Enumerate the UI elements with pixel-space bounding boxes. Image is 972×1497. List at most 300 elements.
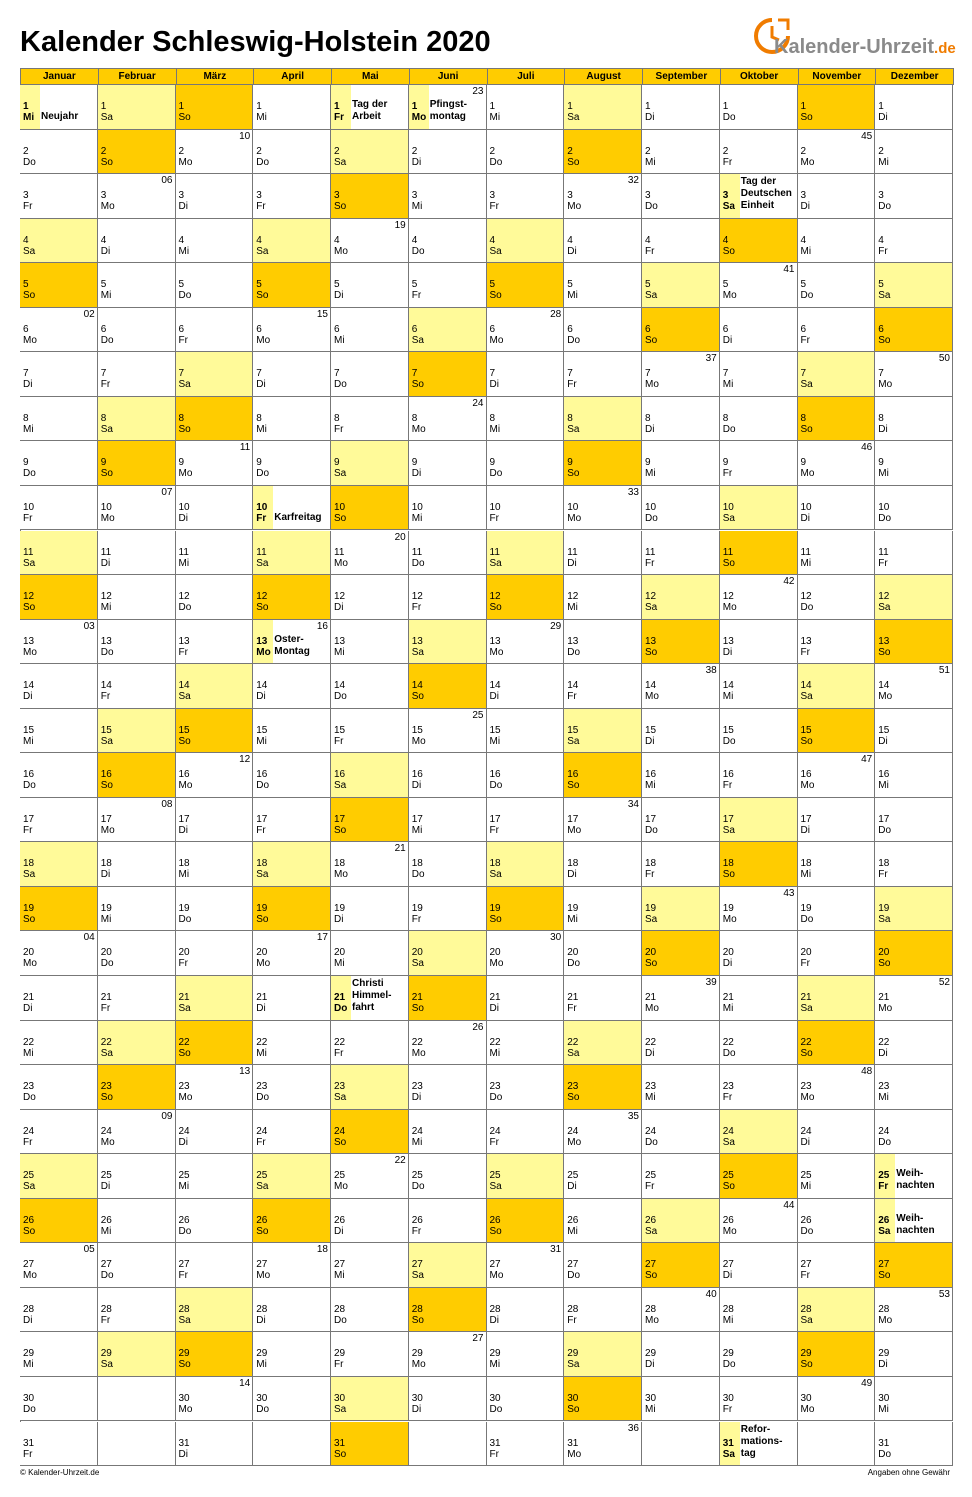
day-number: 14 bbox=[800, 680, 812, 692]
weekday-abbr: Mo bbox=[567, 1136, 582, 1148]
day-label bbox=[720, 531, 740, 575]
day-number: 29 bbox=[100, 1348, 112, 1360]
weekday-abbr: Sa bbox=[645, 913, 658, 925]
day-label bbox=[253, 85, 273, 129]
day-cell bbox=[331, 887, 409, 932]
day-note-area bbox=[740, 1332, 797, 1376]
day-number: 7 bbox=[722, 368, 729, 380]
day-note-area bbox=[118, 842, 175, 886]
day-label bbox=[487, 397, 507, 441]
day-label bbox=[176, 798, 196, 842]
day-number: 11 bbox=[100, 546, 112, 558]
day-label bbox=[720, 1377, 740, 1421]
day-cell bbox=[564, 1332, 642, 1377]
day-number: 19 bbox=[878, 902, 890, 914]
day-cell bbox=[409, 397, 487, 442]
day-cell bbox=[20, 1065, 98, 1110]
day-note-area bbox=[429, 887, 486, 931]
day-number: 19 bbox=[489, 902, 501, 914]
weekday-abbr: Mi bbox=[878, 468, 889, 480]
week-number: 24 bbox=[472, 397, 484, 409]
day-label bbox=[20, 219, 40, 263]
month-header: März bbox=[176, 68, 255, 85]
day-note-area bbox=[273, 174, 330, 218]
day-note-area bbox=[584, 664, 641, 708]
day-label bbox=[642, 1288, 662, 1332]
day-cell bbox=[176, 352, 254, 397]
day-number: 25 bbox=[334, 1170, 346, 1182]
day-number: 26 bbox=[722, 1214, 734, 1226]
day-label bbox=[20, 1154, 40, 1198]
day-label bbox=[331, 753, 351, 797]
day-label bbox=[253, 1021, 273, 1065]
weekday-abbr: Mi bbox=[23, 1047, 34, 1059]
day-number: 18 bbox=[178, 858, 190, 870]
day-number: 30 bbox=[878, 1392, 890, 1404]
day-note-area bbox=[662, 263, 719, 307]
holiday-name: Tag der Arbeit bbox=[352, 99, 388, 122]
day-note-area bbox=[273, 664, 330, 708]
day-note-area bbox=[818, 620, 875, 664]
day-label bbox=[409, 174, 429, 218]
weekday-abbr: Di bbox=[100, 869, 111, 881]
day-number: 20 bbox=[800, 947, 812, 959]
weekday-abbr: Do bbox=[23, 1092, 36, 1104]
day-cell bbox=[253, 931, 331, 976]
day-label bbox=[409, 1288, 429, 1332]
day-cell bbox=[875, 1243, 953, 1288]
weekday-abbr: Do bbox=[489, 1403, 503, 1415]
day-number: 1 bbox=[567, 101, 573, 112]
day-cell bbox=[875, 976, 953, 1021]
day-note-area bbox=[584, 842, 641, 886]
weekday-abbr: Di bbox=[489, 691, 499, 703]
weekday-abbr: Do bbox=[178, 602, 192, 614]
day-number: 13 bbox=[334, 635, 346, 647]
day-number: 4 bbox=[878, 234, 884, 246]
day-cell bbox=[487, 1288, 565, 1333]
day-number: 8 bbox=[800, 412, 807, 424]
day-cell bbox=[176, 263, 254, 308]
weekday-abbr: Do bbox=[411, 557, 425, 569]
week-number: 02 bbox=[83, 308, 95, 320]
day-cell bbox=[331, 1288, 409, 1333]
day-note-area bbox=[429, 575, 486, 619]
day-note-area bbox=[740, 1110, 797, 1154]
day-label bbox=[176, 842, 196, 886]
day-cell bbox=[720, 1243, 798, 1288]
day-number: 23 bbox=[800, 1081, 812, 1093]
day-label bbox=[875, 219, 895, 263]
month-header: Juni bbox=[409, 68, 488, 85]
day-cell bbox=[720, 1422, 798, 1467]
day-number: 17 bbox=[100, 813, 112, 825]
day-note-area bbox=[818, 219, 875, 263]
day-number: 24 bbox=[645, 1125, 657, 1137]
day-cell bbox=[564, 1422, 642, 1467]
day-number: 16 bbox=[100, 769, 112, 781]
day-number: 30 bbox=[567, 1392, 579, 1404]
day-label bbox=[176, 531, 196, 575]
weekday-abbr: Mo bbox=[645, 1003, 659, 1014]
weekday-abbr: Mi bbox=[722, 379, 734, 391]
day-label bbox=[331, 1021, 351, 1065]
day-cell bbox=[798, 1199, 876, 1244]
weekday-abbr: Mi bbox=[567, 602, 578, 614]
day-number: 1 bbox=[878, 101, 884, 112]
weekday-abbr: Sa bbox=[256, 869, 269, 881]
day-label bbox=[487, 130, 507, 174]
day-label bbox=[875, 174, 895, 218]
weekday-abbr: So bbox=[567, 780, 580, 792]
day-number: 13 bbox=[178, 635, 190, 647]
day-cell bbox=[331, 531, 409, 576]
day-label bbox=[642, 531, 662, 575]
day-cell bbox=[642, 1110, 720, 1155]
day-label bbox=[176, 709, 196, 753]
day-label bbox=[253, 1377, 273, 1421]
day-cell bbox=[20, 753, 98, 798]
day-cell bbox=[98, 976, 176, 1021]
weekday-abbr: Di bbox=[100, 557, 111, 569]
day-note-area bbox=[895, 397, 952, 441]
day-label bbox=[176, 1288, 196, 1332]
day-label bbox=[98, 976, 118, 1020]
day-number: 14 bbox=[567, 680, 579, 692]
day-number: 14 bbox=[878, 680, 890, 692]
day-number: 19 bbox=[256, 902, 268, 914]
day-number: 15 bbox=[567, 724, 579, 736]
day-cell bbox=[98, 620, 176, 665]
day-number: 6 bbox=[722, 323, 729, 335]
day-label bbox=[487, 352, 507, 396]
day-cell bbox=[798, 352, 876, 397]
day-cell bbox=[98, 397, 176, 442]
weekday-abbr: Do bbox=[567, 958, 581, 970]
day-cell bbox=[253, 397, 331, 442]
day-number: 9 bbox=[489, 457, 496, 469]
day-note-area bbox=[818, 798, 875, 842]
day-number: 11 bbox=[256, 546, 267, 558]
day-cell bbox=[798, 1377, 876, 1422]
day-number: 15 bbox=[23, 724, 35, 736]
weekday-abbr: Mo bbox=[256, 334, 271, 346]
day-label bbox=[409, 352, 429, 396]
day-cell bbox=[253, 130, 331, 175]
day-note-area bbox=[429, 308, 486, 352]
weekday-abbr: So bbox=[878, 958, 891, 970]
weekday-abbr: So bbox=[567, 468, 580, 480]
weekday-abbr: Fr bbox=[645, 1181, 655, 1193]
day-label bbox=[564, 130, 584, 174]
day-number: 21 bbox=[567, 992, 579, 1003]
weekday-abbr: Di bbox=[722, 646, 733, 658]
weekday-abbr: Mi bbox=[23, 423, 34, 435]
holiday-name: Pfingst- montag bbox=[429, 99, 467, 122]
day-note-area bbox=[40, 486, 97, 530]
day-cell bbox=[20, 441, 98, 486]
weekday-abbr: Di bbox=[722, 958, 733, 970]
day-cell bbox=[176, 308, 254, 353]
day-number: 5 bbox=[334, 279, 340, 291]
day-number: 2 bbox=[489, 145, 496, 157]
day-label bbox=[98, 1065, 118, 1109]
weekday-abbr: Do bbox=[645, 512, 658, 524]
day-number: 9 bbox=[567, 457, 573, 469]
day-note-area bbox=[895, 219, 952, 263]
weekday-abbr: Sa bbox=[489, 557, 502, 569]
day-note-area bbox=[895, 842, 952, 886]
day-number: 19 bbox=[567, 902, 579, 914]
day-label bbox=[875, 1243, 895, 1287]
day-label bbox=[798, 664, 818, 708]
day-number: 1 bbox=[178, 101, 185, 112]
day-label bbox=[253, 709, 273, 753]
day-label bbox=[720, 887, 740, 931]
day-number: 20 bbox=[722, 947, 734, 959]
day-cell bbox=[487, 1199, 565, 1244]
day-label bbox=[20, 1021, 40, 1065]
day-label bbox=[331, 976, 351, 1020]
week-number: 30 bbox=[550, 932, 562, 944]
day-cell bbox=[720, 931, 798, 976]
weekday-abbr: Mi bbox=[100, 602, 112, 614]
day-label bbox=[98, 1154, 118, 1198]
weekday-abbr: Sa bbox=[100, 735, 113, 747]
day-note-area bbox=[507, 575, 564, 619]
day-label bbox=[20, 753, 40, 797]
day-cell bbox=[564, 798, 642, 843]
weekday-abbr: Fr bbox=[256, 824, 266, 836]
weekday-abbr: Di bbox=[645, 423, 655, 435]
day-number: 17 bbox=[411, 813, 423, 825]
day-cell bbox=[720, 263, 798, 308]
weekday-abbr: Mi bbox=[489, 1047, 501, 1059]
day-cell bbox=[642, 575, 720, 620]
day-cell bbox=[331, 798, 409, 843]
day-label bbox=[253, 1065, 273, 1109]
day-number: 13 bbox=[645, 635, 657, 647]
site-logo[interactable] bbox=[752, 16, 957, 68]
day-note-area bbox=[118, 352, 175, 396]
day-cell bbox=[487, 352, 565, 397]
weekday-abbr: Do bbox=[23, 468, 36, 480]
day-note-area bbox=[351, 308, 408, 352]
day-number: 4 bbox=[411, 234, 418, 246]
day-note-area bbox=[351, 620, 408, 664]
day-number: 3 bbox=[489, 190, 496, 202]
day-number: 12 bbox=[722, 591, 734, 603]
day-label bbox=[331, 1065, 351, 1109]
weekday-abbr: Mo bbox=[411, 1359, 426, 1371]
weekday-abbr: Mi bbox=[645, 468, 656, 480]
day-cell bbox=[20, 931, 98, 976]
weekday-abbr: So bbox=[256, 913, 269, 925]
day-number: 21 bbox=[178, 992, 190, 1003]
day-note-area bbox=[818, 397, 875, 441]
day-label bbox=[564, 486, 584, 530]
weekday-abbr: So bbox=[256, 1225, 269, 1237]
day-label bbox=[875, 397, 895, 441]
day-label bbox=[875, 620, 895, 664]
day-number: 20 bbox=[567, 947, 579, 959]
weekday-abbr: So bbox=[800, 1359, 813, 1371]
weekday-abbr: Do bbox=[722, 423, 736, 435]
day-label bbox=[564, 1199, 584, 1243]
weekday-abbr: Mi bbox=[256, 112, 267, 123]
day-cell bbox=[176, 1422, 254, 1467]
day-number: 20 bbox=[100, 947, 112, 959]
day-number: 3 bbox=[411, 190, 418, 202]
day-number: 1 bbox=[800, 101, 807, 112]
day-number: 28 bbox=[411, 1303, 423, 1315]
day-number: 28 bbox=[100, 1303, 112, 1315]
day-label bbox=[20, 486, 40, 530]
day-cell bbox=[720, 219, 798, 264]
day-number: 19 bbox=[100, 902, 112, 914]
weekday-abbr: Fr bbox=[23, 1136, 33, 1148]
week-number: 51 bbox=[938, 665, 950, 677]
weekday-abbr: Fr bbox=[23, 824, 33, 836]
day-cell bbox=[875, 1154, 953, 1199]
day-cell bbox=[487, 931, 565, 976]
weekday-abbr: Sa bbox=[722, 512, 735, 524]
weekday-abbr: Mi bbox=[800, 557, 812, 569]
day-note-area bbox=[740, 664, 797, 708]
day-cell bbox=[875, 130, 953, 175]
day-number: 26 bbox=[100, 1214, 112, 1226]
weekday-abbr: Do bbox=[100, 646, 114, 658]
day-number: 20 bbox=[645, 947, 657, 959]
day-note-area bbox=[818, 976, 875, 1020]
day-cell bbox=[798, 575, 876, 620]
weekday-abbr: Di bbox=[567, 869, 577, 881]
weekday-abbr: Sa bbox=[411, 646, 424, 658]
day-label bbox=[176, 85, 196, 129]
weekday-abbr: So bbox=[489, 602, 502, 614]
day-number: 23 bbox=[178, 1081, 190, 1093]
weekday-abbr: Mo bbox=[411, 735, 426, 747]
holiday-name: Neujahr bbox=[41, 111, 79, 122]
day-label bbox=[798, 976, 818, 1020]
day-cell bbox=[20, 664, 98, 709]
day-cell bbox=[875, 709, 953, 754]
day-number: 6 bbox=[178, 323, 185, 335]
day-cell bbox=[409, 1065, 487, 1110]
holiday-name: Oster- Montag bbox=[274, 633, 310, 657]
day-number: 15 bbox=[489, 724, 501, 736]
weekday-abbr: Fr bbox=[334, 1359, 344, 1371]
day-label bbox=[487, 1065, 507, 1109]
weekday-abbr: Mo bbox=[256, 646, 271, 658]
day-label bbox=[798, 575, 818, 619]
day-number: 25 bbox=[100, 1170, 112, 1182]
day-label bbox=[176, 1377, 196, 1421]
day-cell bbox=[642, 308, 720, 353]
weekday-abbr: Mi bbox=[645, 780, 656, 792]
day-cell bbox=[720, 976, 798, 1021]
day-label bbox=[642, 575, 662, 619]
day-note-area bbox=[40, 842, 97, 886]
week-number: 28 bbox=[550, 308, 562, 320]
day-number: 25 bbox=[800, 1170, 812, 1182]
day-label bbox=[331, 842, 351, 886]
day-cell bbox=[642, 620, 720, 665]
weekday-abbr: Mi bbox=[23, 735, 34, 747]
day-cell bbox=[720, 308, 798, 353]
weekday-abbr: Fr bbox=[800, 334, 810, 346]
weekday-abbr: So bbox=[23, 602, 36, 614]
day-cell bbox=[487, 1110, 565, 1155]
day-cell bbox=[798, 931, 876, 976]
day-cell bbox=[875, 1199, 953, 1244]
day-label bbox=[487, 798, 507, 842]
day-note-area bbox=[895, 308, 952, 352]
day-note-area bbox=[118, 931, 175, 975]
day-note-area bbox=[895, 798, 952, 842]
weekday-abbr: Mi bbox=[256, 1047, 267, 1059]
day-number: 15 bbox=[722, 724, 734, 736]
weekday-abbr: Di bbox=[100, 1181, 111, 1193]
day-note-area bbox=[118, 130, 175, 174]
day-number: 11 bbox=[645, 546, 656, 558]
day-number: 29 bbox=[256, 1348, 268, 1360]
day-label bbox=[875, 1377, 895, 1421]
day-note-area bbox=[118, 1243, 175, 1287]
day-number: 14 bbox=[100, 680, 112, 692]
weekday-abbr: Mi bbox=[334, 1270, 345, 1282]
day-number: 5 bbox=[645, 279, 651, 291]
day-label bbox=[98, 397, 118, 441]
weekday-abbr: Mo bbox=[100, 1136, 115, 1148]
day-cell bbox=[409, 531, 487, 576]
day-label bbox=[798, 441, 818, 485]
day-number: 13 bbox=[878, 635, 890, 647]
day-note-area bbox=[40, 174, 97, 218]
day-note-area bbox=[818, 1110, 875, 1154]
weekday-abbr: Sa bbox=[878, 602, 891, 614]
empty-day-cell bbox=[409, 1422, 487, 1467]
weekday-abbr: Sa bbox=[800, 1003, 813, 1014]
weekday-abbr: Mo bbox=[178, 1092, 193, 1104]
day-note-area bbox=[895, 1377, 952, 1421]
day-cell bbox=[253, 1377, 331, 1422]
day-note-area bbox=[351, 174, 408, 218]
day-number: 13 bbox=[23, 635, 35, 647]
day-cell bbox=[875, 887, 953, 932]
day-cell bbox=[20, 798, 98, 843]
day-cell bbox=[20, 575, 98, 620]
month-header: Februar bbox=[98, 68, 177, 85]
day-label bbox=[642, 1110, 662, 1154]
day-cell bbox=[20, 1422, 98, 1467]
day-cell bbox=[176, 620, 254, 665]
day-label bbox=[409, 263, 429, 307]
day-label bbox=[331, 352, 351, 396]
day-number: 6 bbox=[567, 323, 573, 335]
day-label bbox=[720, 1021, 740, 1065]
weekday-abbr: Do bbox=[178, 1225, 192, 1237]
day-number: 2 bbox=[23, 145, 29, 157]
day-cell bbox=[642, 85, 720, 130]
weekday-abbr: Mi bbox=[256, 423, 267, 435]
day-number: 21 bbox=[334, 992, 346, 1003]
day-label bbox=[20, 397, 40, 441]
day-cell bbox=[176, 219, 254, 264]
weekday-abbr: Di bbox=[645, 735, 655, 747]
day-note-area bbox=[895, 709, 952, 753]
day-cell bbox=[98, 709, 176, 754]
